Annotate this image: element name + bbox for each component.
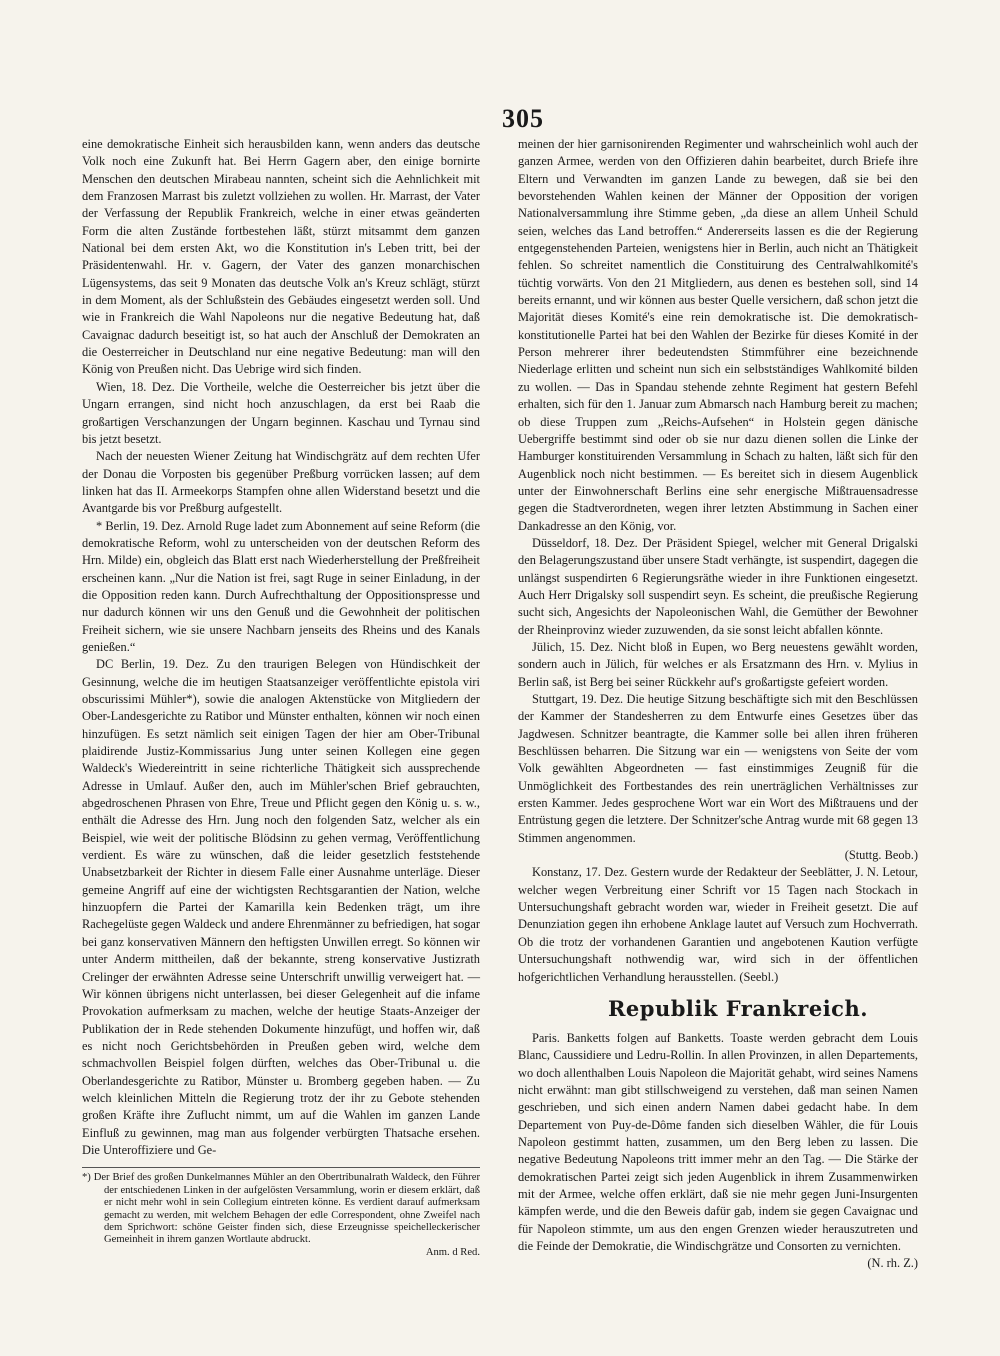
section-heading: Republik Frankreich. — [607, 995, 869, 1021]
article-konstanz: Konstanz, 17. Dez. Gestern wurde der Redakteur der Seeblätter, J. N. Letour, welcher wegen Verbreitung einer Schrift vor 15 Tagen nach Stockach in Untersuchungshaft gebracht worden war, wieder in Freiheit gesetzt. Die auf Denunziation gegen ihn erhobene Anklage lautet auf Versuch zum Hochverrath. Ob die trotz der vorhandenen Garantien und angebotenen Kaution verfügte Untersuchungshaft nothwendig war, wird sich in der öffentlichen hofgerichtlichen Verhandlung herausstellen. (Seebl.) — [518, 865, 918, 984]
article-berlin-continued: meinen der hier garnisonirenden Regimenter und wahrscheinlich wohl auch der ganzen Armee, werden von den Offizieren dahin bearbeitet, durch Briefe ihre Eltern und Verwandten im ganzen Lande zu bewegen, daß sie bei den bevorstehenden Wahlen keinen der Männer der Opposition der vorigen Nationalversammlung ihre Stimme geben, „da diese an allem Unheil Schuld seien, welches das Land betroffen.“ Andererseits lassen es die der Regierung entgegenstehenden Parteien, wenigstens hier in Berlin, auch nicht an Thätigkeit fehlen. So schreitet namentlich die Constituirung des Centralwahlkomité's tüchtig vorwärts. Von den 21 Mitgliedern, aus denen es bestehen soll, sind 14 bereits ernannt, und wir können aus bester Quelle versichern, daß schon jetzt die Majorität dieses Komité's eine rein demokratische ist. Die demokratisch-konstitutionelle Partei hat bei den Wahlen der Bezirke für dieses Komité in der Person mehrerer ihrer bedeutendsten Stimmführer eine bezeichnende Niederlage erlitten und scheint nun sich ein selbstständiges Wahlkomité bilden zu wollen. — Das in Spandau stehende zehnte Regiment hat gestern Befehl erhalten, sich für den 1. Januar zum Abmarsch nach Hamburg bereit zu machen; ob diese Truppen zum „Reichs-Aufsehen“ in Holstein gegen dänische Uebergriffe bestimmt sind oder ob sie nur dazu dienen sollen die Linke der Hamburger konstituirenden Versammlung in Schach zu halten, läßt sich für den Augenblick noch nicht bestimmen. — Es bereitet sich in diesem Augenblick unter der Einwohnerschaft Berlins eine sehr energische Mißtrauensadresse gegen die Stadtverordneten, wegen ihrer letzten Abstimmung in Sachen einer Dankadresse an den König, vor. — [518, 137, 918, 533]
article-berlin-dc: DC Berlin, 19. Dez. Zu den traurigen Belegen von Hündischkeit der Gesinnung, welche die im heutigen Staatsanzeiger veröffentlichte epistola viri obscurissimi Mühler*), sowie die analogen Aktenstücke von Mitgliedern der Ober-Landesgerichte zu Ratibor und Münster enthalten, können wir noch einen hinzufügen. Es setzt nämlich seit einigen Tagen der hier am Ober-Tribunal plaidirende Justiz-Kommissarius Jung unter seinen Kollegen eine gegen Waldeck's Wiedereintritt in seine richterliche Thätigkeit sich aussprechende Adresse in Umlauf. Außer den, auch im Mühler'schen Brief gebrauchten, abgedroschenen Phrasen von Ehre, Treue und Pflicht gegen den König u. s. w., enthält die Adresse des Hrn. Jung noch den folgenden Satz, welcher als ein Beispiel, wie weit der politische Blödsinn zu gehen vermag, Veröffentlichung verdient. Es wäre zu wünschen, daß die leider gesetzlich feststehende Unabsetzbarkeit der Richter in diesem Falle einer Ausnahme unterläge. Dieser gemeine Angriff auf eine der wichtigsten Rechtsgarantien der Nation, welche hinzuopfern die Partei der Kamarilla kein Bedenken trägt, um ihre Rachegelüste gegen Waldeck und andere Ehrenmänner zu befriedigen, hat sogar bei ganz konservativen Männern den heftigsten Unwillen erregt. So können wir unter Anderm mittheilen, daß der bekannte, streng konservative Justizrath Crelinger der erwähnten Adresse seine Unterschrift unwillig verweigert hat. — Wir können übrigens nicht unterlassen, bei dieser Gelegenheit auf die infame Provokation aufmerksam zu machen, welche der heutige Staats-Anzeiger der Publikation der in Rede stehenden Dokumente hinzufügt, und hoffen wir, daß es nicht noch Gerichtsbehörden in Preußen geben wird, welche dem schmachvollen Beispiel folgen dürften, welches das Ober-Tribunal u. die Oberlandesgerichte zu Ratibor, Münster u. Bromberg gegeben haben. — Zu welch kleinlichen Mitteln die Regierung trotz der ihr zu Gebote stehenden großen Kräfte ihre Zuflucht nimmt, um auf die Wahlen im ganzen Lande Einfluß zu gewinnen, mag man aus folgender verbürgten Thatsache ersehen. Die Unteroffiziere und Ge- — [82, 657, 480, 1157]
footnote — [82, 1167, 480, 1259]
article-wien-continued: Nach der neuesten Wiener Zeitung hat Windischgrätz auf dem rechten Ufer der Donau die Vorposten bis gegenüber Preßburg vorrücken lassen; auf dem linken hat das II. Armeekorps Stampfen ohne allen Widerstand besetzt und die Avantgarde bis vor Preßburg aufgestellt. — [82, 449, 480, 516]
source-paris: (N. rh. Z.) — [867, 1256, 918, 1271]
source-stuttgart: (Stuttg. Beob.) — [844, 848, 918, 863]
article-paris: Paris. Banketts folgen auf Banketts. Toaste werden gebracht dem Louis Blanc, Caussidiere und Ledru-Rollin. In allen Provinzen, in allen Departements, wo doch allenthalben Louis Napoleon die Majorität gehabt, wird seines Namens nicht erwähnt: man gibt stillschweigend zu verstehen, daß man seinen Namen geschrieben, und sich einen andern Namen dabei gedacht habe. In dem Departement von Puy-de-Dôme fanden sich dieselben Wähler, die für Louis Napoleon gestimmt hatten, zusammen, um den Berg leben zu lassen. Die negative Bedeutung Napoleons tritt immer mehr an den Tag. — Die Stärke der demokratischen Partei zeigt sich jeden Augenblick in ihrem Zusammenwirken mit der Armee, welche offen erklärt, daß sie nie mehr gegen Juni-Insurgenten kämpfen werde, und die den Beweis dafür gab, indem sie gegen Cavaignac und für Napoleon stimmte, um aus den engen Grenzen wieder herauszutreten und die Feinde der Demokratie, die Windischgrätze und Consorten zu vernichten. — [518, 1030, 918, 1253]
footnote-text: *) Der Brief des großen Dunkelmannes Mühler an den Obertribunalrath Waldeck, den Führer der entschiedenen Linken in der aufgelösten Versammlung, worin er diesem erklärt, daß er nicht mehr wohl in sein Collegium eintreten könne. Es verdient darauf aufmerksam gemacht zu werden, mit welchem Behagen der edle Correspondent, ohne Zweifel nach dem Sprichwort: schöne Geister finden sich, diese Erzeugnisse speichelleckerischer Gemeinheit in ihrem ganzen Wortlaute abdruckt. — [82, 1172, 480, 1246]
article-berlin-ruge: * Berlin, 19. Dez. Arnold Ruge ladet zum Abonnement auf seine Reform (die demokratische Reform, wohl zu unterscheiden von der deutschen Reform des Hrn. Milde) ein, obgleich das Blatt erst nach Wiederherstellung der Preßfreiheit erscheinen kann. „Nur die Nation ist frei, sagt Ruge in seiner Einladung, in der die Opposition reden kann. Durch Aufrechthaltung der Oppositionspresse und nur dadurch können wir uns den Genuß und die Gewohnheit der politischen Freiheit sichern, wie sie unsere Nachbarn jenseits des Rheins und des Kanals genießen.“ — [82, 518, 480, 654]
article-text: eine demokratische Einheit sich herausbilden kann, wenn anders das deutsche Volk noch eine Zukunft hat. Bei Herrn Gagern aber, den einige bornirte Menschen den deutschen Mirabeau nannten, scheint sich die Aehnlichkeit mit dem Franzosen Marrast bis zuletzt vollziehen zu wollen. Hr. Marrast, der Vater der Verfassung der Republik Frankreich, welche in einer etwas geänderten Form die alten Zustände fortbestehen läßt, stürzt mitsammt dem ganzen National bei dem ersten Akt, wo die Konstitution in's Leben tritt, bei der Präsidentenwahl. Hr. v. Gagern, der Vater des ganzen monarchischen Lügensystems, das seit 9 Monaten das deutsche Volk an's Kreuz schlägt, stürzt in dem Moment, als der Schlußstein des Gebäudes eingesetzt werden soll. Und wie in Frankreich die Wahl Napoleons nur die negative Bedeutung hat, daß Cavaignac dadurch beseitigt ist, so hat auch der Anschluß der Demokraten an die Oesterreicher in Deutschland nur eine negative Bedeutung: man will den König von Preußen nicht. Das Uebrige wird sich finden. — [82, 137, 480, 377]
article-stuttgart: Stuttgart, 19. Dez. Die heutige Sitzung beschäftigte sich mit den Beschlüssen der Kammer der Standesherren zu dem Entwurfe eines Gesetzes über das Jagdwesen. Schnitzer beantragte, die Kammer solle bei allen ihren früheren Beschlüssen beharren. Die Sitzung war ein — wenigstens von Seite der vom Volk gewählten Abgeordneten — fast einstimmiges Zeugniß für die Unmöglichkeit des Fortbestandes des rein unerträglichen Verhältnisses zur ersten Kammer. Jedes gesprochene Wort war ein Wort des Mißtrauens und der Entrüstung gegen die letztere. Der Schnitzer'sche Antrag wurde mit 68 gegen 13 Stimmen angenommen. — [518, 692, 918, 845]
page-number: 305 — [502, 104, 544, 133]
footnote-signature: Anm. d Red. — [425, 1246, 480, 1258]
article-wien: Wien, 18. Dez. Die Vortheile, welche die Oesterreicher bis jetzt über die Ungarn errangen, sind nicht hoch anzuschlagen, da erst bei Raab die großartigen Verschanzungen der Ungarn beginnen. Kaschau und Tyrnau sind bis jetzt besetzt. — [82, 379, 480, 446]
article-duesseldorf: Düsseldorf, 18. Dez. Der Präsident Spiegel, welcher mit General Drigalski den Belagerungszustand über unsere Stadt verhängte, ist suspendirt, dagegen die unlängst suspendirten 6 Regierungsräthe wieder in ihre Funktionen eingesetzt. Auch Herr Drigalsky soll suspendirt seyn. Es scheint, die preußische Regierung sucht sich, Angesichts der Napoleonischen Wahl, die Gemüther der Bewohner der Rheinprovinz wieder zuzuwenden, da sie sonst leicht abfallen könnte. — [518, 535, 918, 637]
right-column — [518, 136, 918, 1273]
article-juelich: Jülich, 15. Dez. Nicht bloß in Eupen, wo Berg neuestens gewählt worden, sondern auch in Jülich, für welches er als Ersatzmann des Hrn. v. Mylius in Berlin saß, ist Berg bei seiner Rückkehr auf's großartigste gefeiert worden. — [518, 639, 918, 689]
left-column — [82, 136, 480, 1259]
